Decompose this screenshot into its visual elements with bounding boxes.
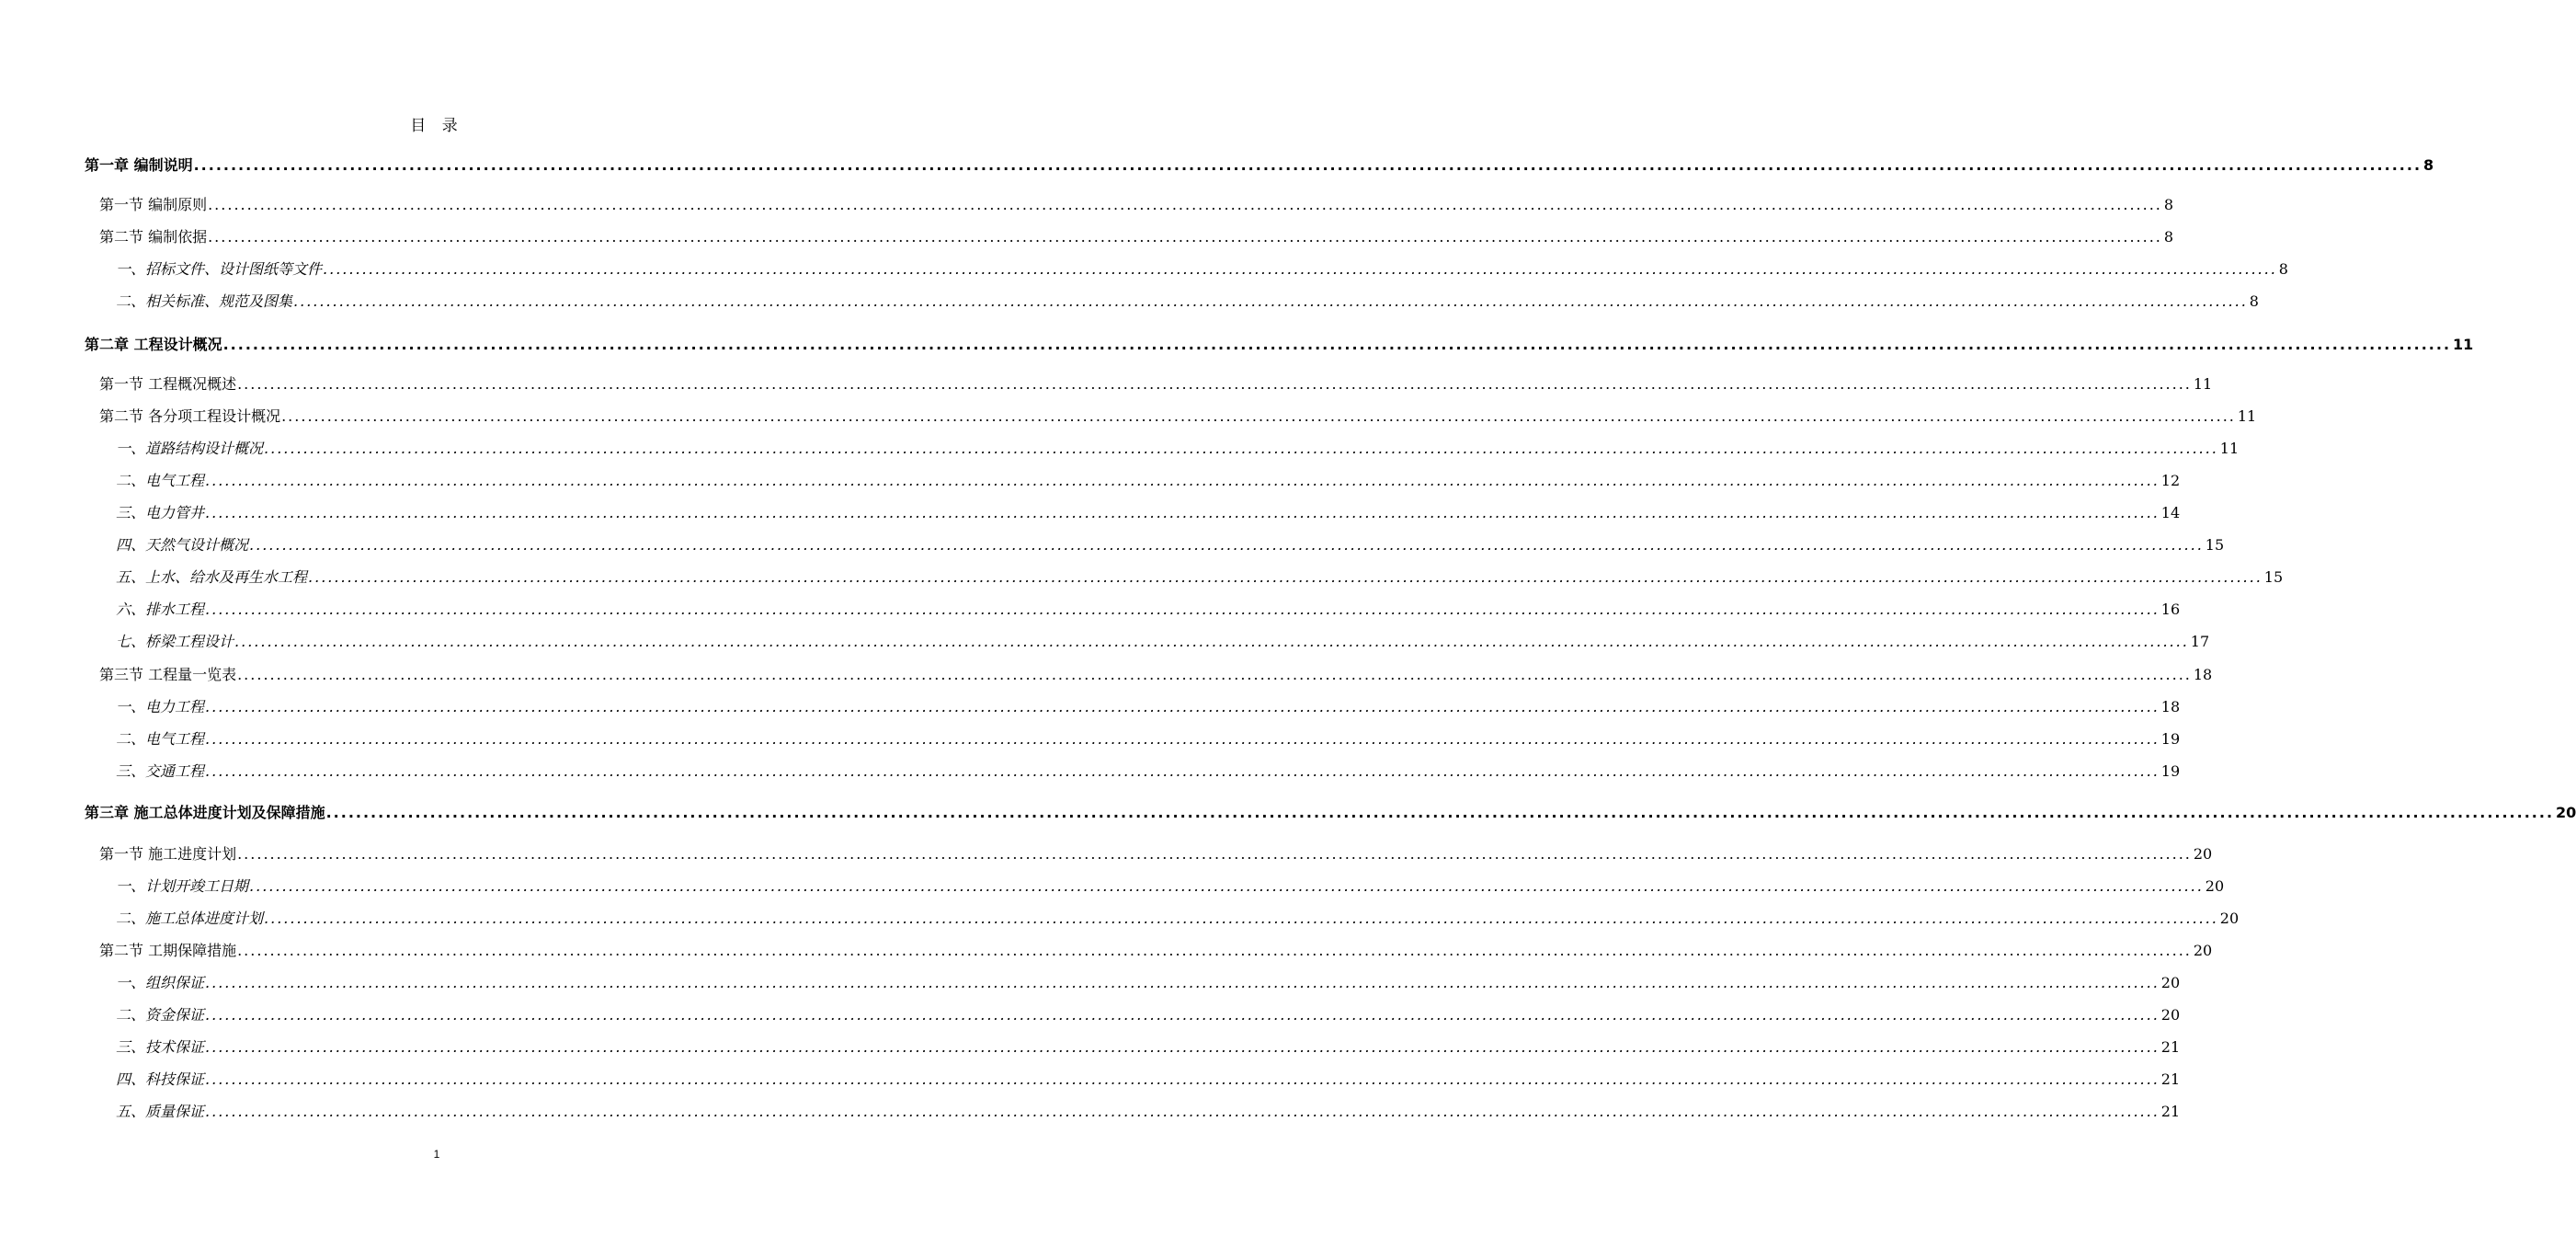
toc-entry-page: 8	[2249, 292, 2259, 310]
toc-entry-page: 20	[2160, 974, 2181, 991]
toc-entry-label: 二、相关标准、规范及图集	[116, 292, 293, 310]
toc-entry-page: 21	[2160, 1038, 2181, 1056]
toc-entry-page: 19	[2160, 762, 2181, 780]
dot-leader: ............................................................................................................................................................................................................................................................................................................	[205, 698, 2160, 715]
toc-entry-label: 二、电气工程	[116, 730, 205, 748]
toc-entry-page: 17	[2190, 633, 2210, 650]
toc-entry-level-3[interactable]	[116, 727, 2181, 751]
toc-entry-level-3[interactable]	[116, 971, 2181, 995]
dot-leader: ............................................................................................................................................................................................................................................................................................................	[325, 804, 2555, 821]
toc-entry-page: 20	[2219, 910, 2240, 927]
toc-entry-page: 21	[2160, 1103, 2181, 1120]
toc-entry-level-2[interactable]	[99, 842, 2213, 866]
dot-leader: ............................................................................................................................................................................................................................................................................................................	[249, 877, 2204, 895]
dot-leader: ............................................................................................................................................................................................................................................................................................................	[205, 974, 2160, 991]
dot-leader: ............................................................................................................................................................................................................................................................................................................	[205, 472, 2160, 489]
dot-leader: ............................................................................................................................................................................................................................................................................................................	[205, 730, 2160, 748]
toc-entry-page: 18	[2193, 666, 2213, 683]
toc-entry-label: 第三章 施工总体进度计划及保障措施	[85, 804, 325, 821]
toc-entry-level-3[interactable]	[116, 760, 2181, 784]
toc-entry-level-3[interactable]	[116, 1068, 2181, 1092]
dot-leader: ............................................................................................................................................................................................................................................................................................................	[308, 568, 2263, 586]
toc-entry-label: 第一节 工程概况概述	[99, 375, 237, 393]
toc-entry-label: 五、上水、给水及再生水工程	[116, 568, 308, 586]
toc-entry-page: 12	[2160, 472, 2181, 489]
toc-entry-label: 二、施工总体进度计划	[116, 910, 264, 927]
dot-leader: ............................................................................................................................................................................................................................................................................................................	[237, 845, 2192, 863]
dot-leader: ............................................................................................................................................................................................................................................................................................................	[264, 910, 2218, 927]
toc-entry-level-3[interactable]	[116, 1003, 2181, 1027]
dot-leader: ............................................................................................................................................................................................................................................................................................................	[193, 156, 2422, 174]
dot-leader: ............................................................................................................................................................................................................................................................................................................	[323, 260, 2277, 278]
dot-leader: ............................................................................................................................................................................................................................................................................................................	[205, 1103, 2160, 1120]
toc-entry-label: 三、技术保证	[116, 1038, 205, 1056]
toc-entry-level-2[interactable]	[99, 372, 2213, 396]
dot-leader: ............................................................................................................................................................................................................................................................................................................	[208, 196, 2162, 213]
toc-entry-level-3[interactable]	[116, 630, 2210, 654]
toc-entry-page: 21	[2160, 1070, 2181, 1088]
toc-entry-page: 20	[2193, 942, 2213, 959]
dot-leader: ............................................................................................................................................................................................................................................................................................................	[222, 336, 2452, 353]
toc-entry-page: 20	[2205, 877, 2225, 895]
toc-entry-label: 第二章 工程设计概况	[85, 336, 222, 353]
toc-entry-level-3[interactable]	[116, 566, 2284, 589]
dot-leader: ............................................................................................................................................................................................................................................................................................................	[237, 666, 2192, 683]
toc-entry-level-3[interactable]	[116, 290, 2259, 314]
toc-entry-level-2[interactable]	[99, 405, 2257, 429]
toc-entry-page: 11	[2237, 407, 2257, 425]
toc-entry-level-3[interactable]	[116, 501, 2181, 525]
toc-entry-level-3[interactable]	[116, 875, 2225, 898]
dot-leader: ............................................................................................................................................................................................................................................................................................................	[264, 440, 2218, 457]
toc-entry-label: 三、交通工程	[116, 762, 205, 780]
toc-entry-page: 8	[2278, 260, 2288, 278]
toc-entry-label: 第一节 施工进度计划	[99, 845, 237, 863]
toc-entry-label: 第二节 编制依据	[99, 228, 208, 246]
toc-entry-page: 8	[2423, 156, 2434, 174]
toc-entry-level-3[interactable]	[116, 1036, 2181, 1059]
toc-entry-label: 六、排水工程	[116, 601, 205, 618]
toc-entry-level-2[interactable]	[99, 663, 2213, 687]
toc-entry-level-3[interactable]	[116, 598, 2181, 622]
toc-entry-label: 第三节 工程量一览表	[99, 666, 237, 683]
toc-entry-label: 二、资金保证	[116, 1006, 205, 1024]
toc-entry-level-2[interactable]	[99, 193, 2174, 217]
toc-entry-level-1[interactable]	[85, 154, 2434, 177]
toc-entry-label: 四、天然气设计概况	[116, 536, 249, 554]
dot-leader: ............................................................................................................................................................................................................................................................................................................	[281, 407, 2236, 425]
toc-entry-level-3[interactable]	[116, 907, 2240, 931]
toc-entry-label: 第二节 工期保障措施	[99, 942, 237, 959]
toc-entry-page: 18	[2160, 698, 2181, 715]
toc-entry-page: 20	[2556, 804, 2576, 821]
toc-entry-label: 二、电气工程	[116, 472, 205, 489]
dot-leader: ............................................................................................................................................................................................................................................................................................................	[205, 762, 2160, 780]
toc-entry-level-3[interactable]	[116, 1100, 2181, 1124]
dot-leader: ............................................................................................................................................................................................................................................................................................................	[249, 536, 2204, 554]
toc-entry-page: 19	[2160, 730, 2181, 748]
dot-leader: ............................................................................................................................................................................................................................................................................................................	[205, 1070, 2160, 1088]
toc-entry-label: 一、招标文件、设计图纸等文件	[116, 260, 323, 278]
toc-entry-page: 16	[2160, 601, 2181, 618]
toc-entry-label: 第一节 编制原则	[99, 196, 208, 213]
toc-entry-label: 四、科技保证	[116, 1070, 205, 1088]
toc-entry-label: 第二节 各分项工程设计概况	[99, 407, 281, 425]
toc-entry-page: 15	[2205, 536, 2225, 554]
dot-leader: ............................................................................................................................................................................................................................................................................................................	[237, 375, 2192, 393]
dot-leader: ............................................................................................................................................................................................................................................................................................................	[293, 292, 2248, 310]
dot-leader: ............................................................................................................................................................................................................................................................................................................	[205, 1038, 2160, 1056]
dot-leader: ............................................................................................................................................................................................................................................................................................................	[234, 633, 2189, 650]
toc-entry-label: 第一章 编制说明	[85, 156, 193, 174]
toc-entry-label: 五、质量保证	[116, 1103, 205, 1120]
toc-entry-page: 8	[2163, 228, 2174, 246]
toc-entry-page: 14	[2160, 504, 2181, 521]
dot-leader: ............................................................................................................................................................................................................................................................................................................	[237, 942, 2192, 959]
dot-leader: ............................................................................................................................................................................................................................................................................................................	[205, 1006, 2160, 1024]
toc-entry-page: 15	[2263, 568, 2284, 586]
toc-entry-page: 20	[2193, 845, 2213, 863]
toc-entry-page: 20	[2160, 1006, 2181, 1024]
toc-entry-level-2[interactable]	[99, 225, 2174, 249]
toc-title: 目 录	[410, 117, 463, 135]
toc-entry-page: 8	[2163, 196, 2174, 213]
toc-entry-page: 11	[2193, 375, 2213, 393]
toc-entry-level-2[interactable]	[99, 939, 2213, 963]
toc-entry-level-1[interactable]	[85, 801, 2576, 825]
toc-entry-level-3[interactable]	[116, 469, 2181, 493]
dot-leader: ............................................................................................................................................................................................................................................................................................................	[205, 504, 2160, 521]
toc-entry-page: 11	[2219, 440, 2240, 457]
toc-entry-level-1[interactable]	[85, 333, 2474, 357]
toc-entry-level-3[interactable]	[116, 437, 2240, 461]
toc-entry-level-3[interactable]	[116, 258, 2288, 281]
toc-entry-label: 七、桥梁工程设计	[116, 633, 234, 650]
toc-entry-level-3[interactable]	[116, 695, 2181, 719]
toc-entry-label: 一、道路结构设计概况	[116, 440, 264, 457]
toc-entry-level-3[interactable]	[116, 533, 2225, 557]
page-number: 1	[433, 1148, 440, 1161]
toc-entry-label: 一、组织保证	[116, 974, 205, 991]
dot-leader: ............................................................................................................................................................................................................................................................................................................	[205, 601, 2160, 618]
dot-leader: ............................................................................................................................................................................................................................................................................................................	[208, 228, 2162, 246]
toc-entry-label: 一、电力工程	[116, 698, 205, 715]
toc-entry-page: 11	[2453, 336, 2474, 353]
toc-entry-label: 一、计划开竣工日期	[116, 877, 249, 895]
toc-entry-label: 三、电力管井	[116, 504, 205, 521]
